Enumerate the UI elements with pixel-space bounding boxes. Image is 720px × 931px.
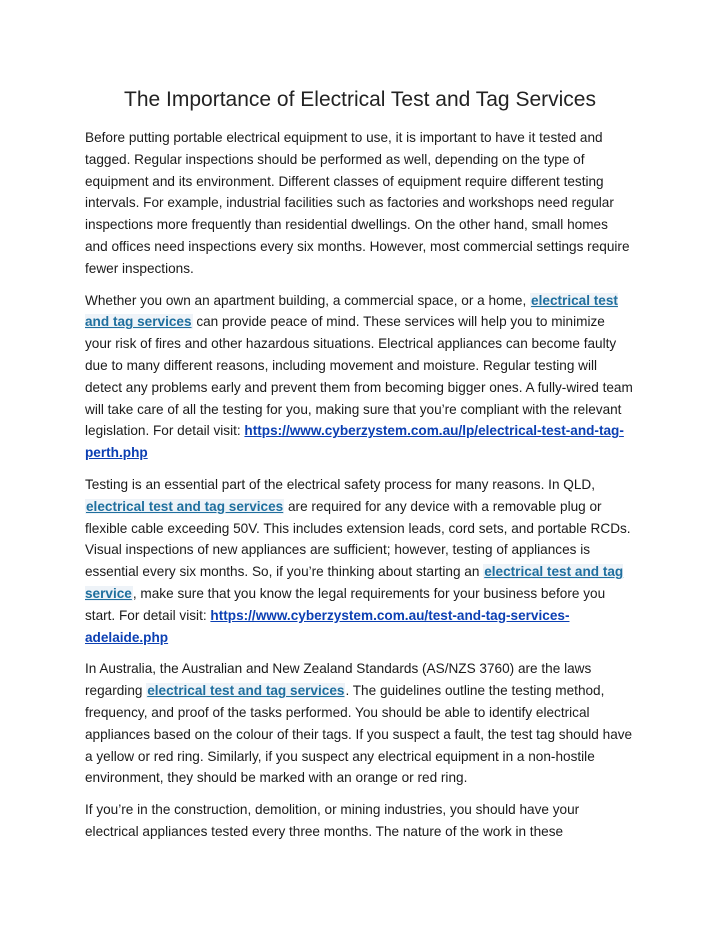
adelaide-url-link[interactable]: https://www.cyberzystem.com.au/test-and-tag-services-adelaide.php — [85, 607, 570, 645]
test-and-tag-link[interactable]: electrical test and tag services — [86, 498, 284, 514]
paragraph-2-text-a: Whether you own an apartment building, a commercial space, or a home, — [85, 292, 531, 308]
paragraph-3-text-c: , make sure that you know the legal requirements for your business before you start. For detail visit: — [85, 585, 606, 623]
test-and-tag-service-link[interactable]: electrical test and tag service — [85, 564, 624, 601]
document-body — [85, 127, 633, 853]
test-and-tag-link[interactable]: electrical test and tag services — [147, 683, 345, 699]
paragraph-3-text-a: Testing is an essential part of the electrical safety process for many reasons. In QLD, — [85, 476, 596, 492]
document-title: The Importance of Electrical Test and Tag Services — [124, 88, 596, 111]
paragraph-3-text-b: are required for any device with a removable plug or flexible cable exceeding 50V. This includes extension leads, cord sets, and portable RCDs. Visual inspections of new appliances are sufficient; however, testing of appliances is essential every six months. So, if you’re thinking about starting an — [85, 498, 631, 580]
paragraph-3 — [85, 474, 633, 648]
paragraph-5: If you’re in the construction, demolition, or mining industries, you should have your electrical appliances tested every three months. The nature of the work in these — [85, 802, 580, 839]
test-and-tag-link[interactable]: electrical test and tag services — [85, 292, 618, 330]
perth-url-link[interactable]: https://www.cyberzystem.com.au/lp/electrical-test-and-tag-perth.php — [85, 423, 624, 461]
paragraph-4-text-b: . The guidelines outline the testing method, frequency, and proof of the tasks performed. You should be able to identify electrical appliances based on the colour of their tags. If you suspect a fault, the test tag should have a yellow or red ring. Similarly, if you suspect any electrical equipment in a non-hostile environment, they should be marked with an orange or red ring. — [85, 683, 633, 786]
paragraph-4-text-a: In Australia, the Australian and New Zealand Standards (AS/NZS 3760) are the laws regarding — [85, 661, 592, 699]
paragraph-1: Before putting portable electrical equipment to use, it is important to have it tested and tagged. Regular inspections should be performed as well, depending on the type of equipment and its environment. Different classes of equipment require different testing intervals. For example, industrial facilities such as factories and workshops need regular inspections more frequently than residential dwellings. On the other hand, small homes and offices need inspections every six months. However, most commercial settings require fewer inspections. — [85, 130, 630, 276]
paragraph-2 — [85, 290, 633, 464]
paragraph-2-text-b: can provide peace of mind. These services will help you to minimize your risk of fires and other hazardous situations. Electrical appliances can become faulty due to many different reasons, including movement and moisture. Regular testing will detect any problems early and prevent them from becoming bigger ones. A fully-wired team will take care of all the testing for you, making sure that you’re compliant with the relevant legislation. For detail visit: — [85, 314, 633, 439]
paragraph-4 — [85, 658, 633, 789]
